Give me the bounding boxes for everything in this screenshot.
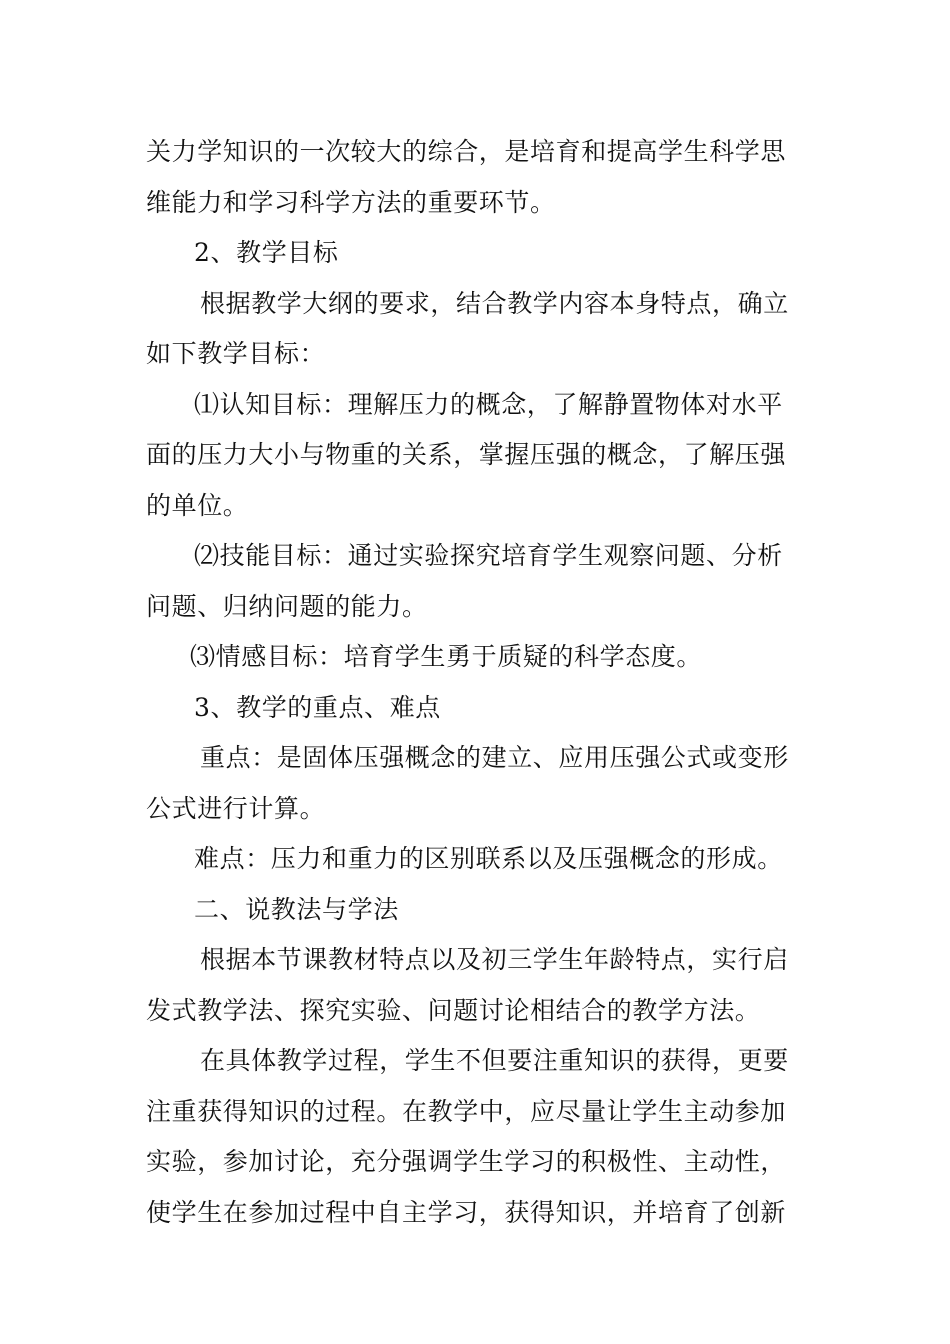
text-line: 在具体教学过程，学生不但要注重知识的获得，更要: [200, 1046, 789, 1075]
section-heading: 2、教学目标: [194, 238, 339, 267]
text-line: 注重获得知识的过程。在教学中，应尽量让学生主动参加: [146, 1096, 787, 1126]
text-line: 如下教学目标：: [146, 339, 326, 368]
text-line: 公式进行计算。: [146, 793, 326, 823]
text-line: 使学生在参加过程中自主学习，获得知识，并培育了创新: [146, 1197, 787, 1227]
text-line: 根据教学大纲的要求，结合教学内容本身特点，确立: [200, 288, 789, 318]
text-line: 面的压力大小与物重的关系，掌握压强的概念，了解压强: [146, 440, 787, 469]
body-text: [146, 127, 826, 1238]
text-line: 重点：是固体压强概念的建立、应用压强公式或变形: [200, 743, 789, 772]
text-line: 难点：压力和重力的区别联系以及压强概念的形成。: [194, 844, 783, 873]
text-line: 实验，参加讨论，充分强调学生学习的积极性、主动性，: [146, 1147, 787, 1176]
text-line: 发式教学法、探究实验、问题讨论相结合的教学方法。: [146, 995, 761, 1025]
text-line: 根据本节课教材特点以及初三学生年龄特点，实行启: [200, 945, 789, 974]
text-line: 关力学知识的一次较大的综合，是培育和提高学生科学思: [146, 137, 787, 166]
text-line: ⑶情感目标：培育学生勇于质疑的科学态度。: [190, 642, 703, 671]
section-heading: 二、说教法与学法: [194, 894, 399, 924]
section-heading: 3、教学的重点、难点: [194, 692, 441, 722]
text-line: ⑵技能目标：通过实验探究培育学生观察问题、分析: [194, 541, 783, 570]
text-line: 维能力和学习科学方法的重要环节。: [146, 187, 556, 217]
text-line: 问题、归纳问题的能力。: [146, 591, 428, 621]
text-line: ⑴认知目标：理解压力的概念，了解静置物体对水平: [194, 389, 783, 419]
text-line: 的单位。: [146, 490, 249, 520]
